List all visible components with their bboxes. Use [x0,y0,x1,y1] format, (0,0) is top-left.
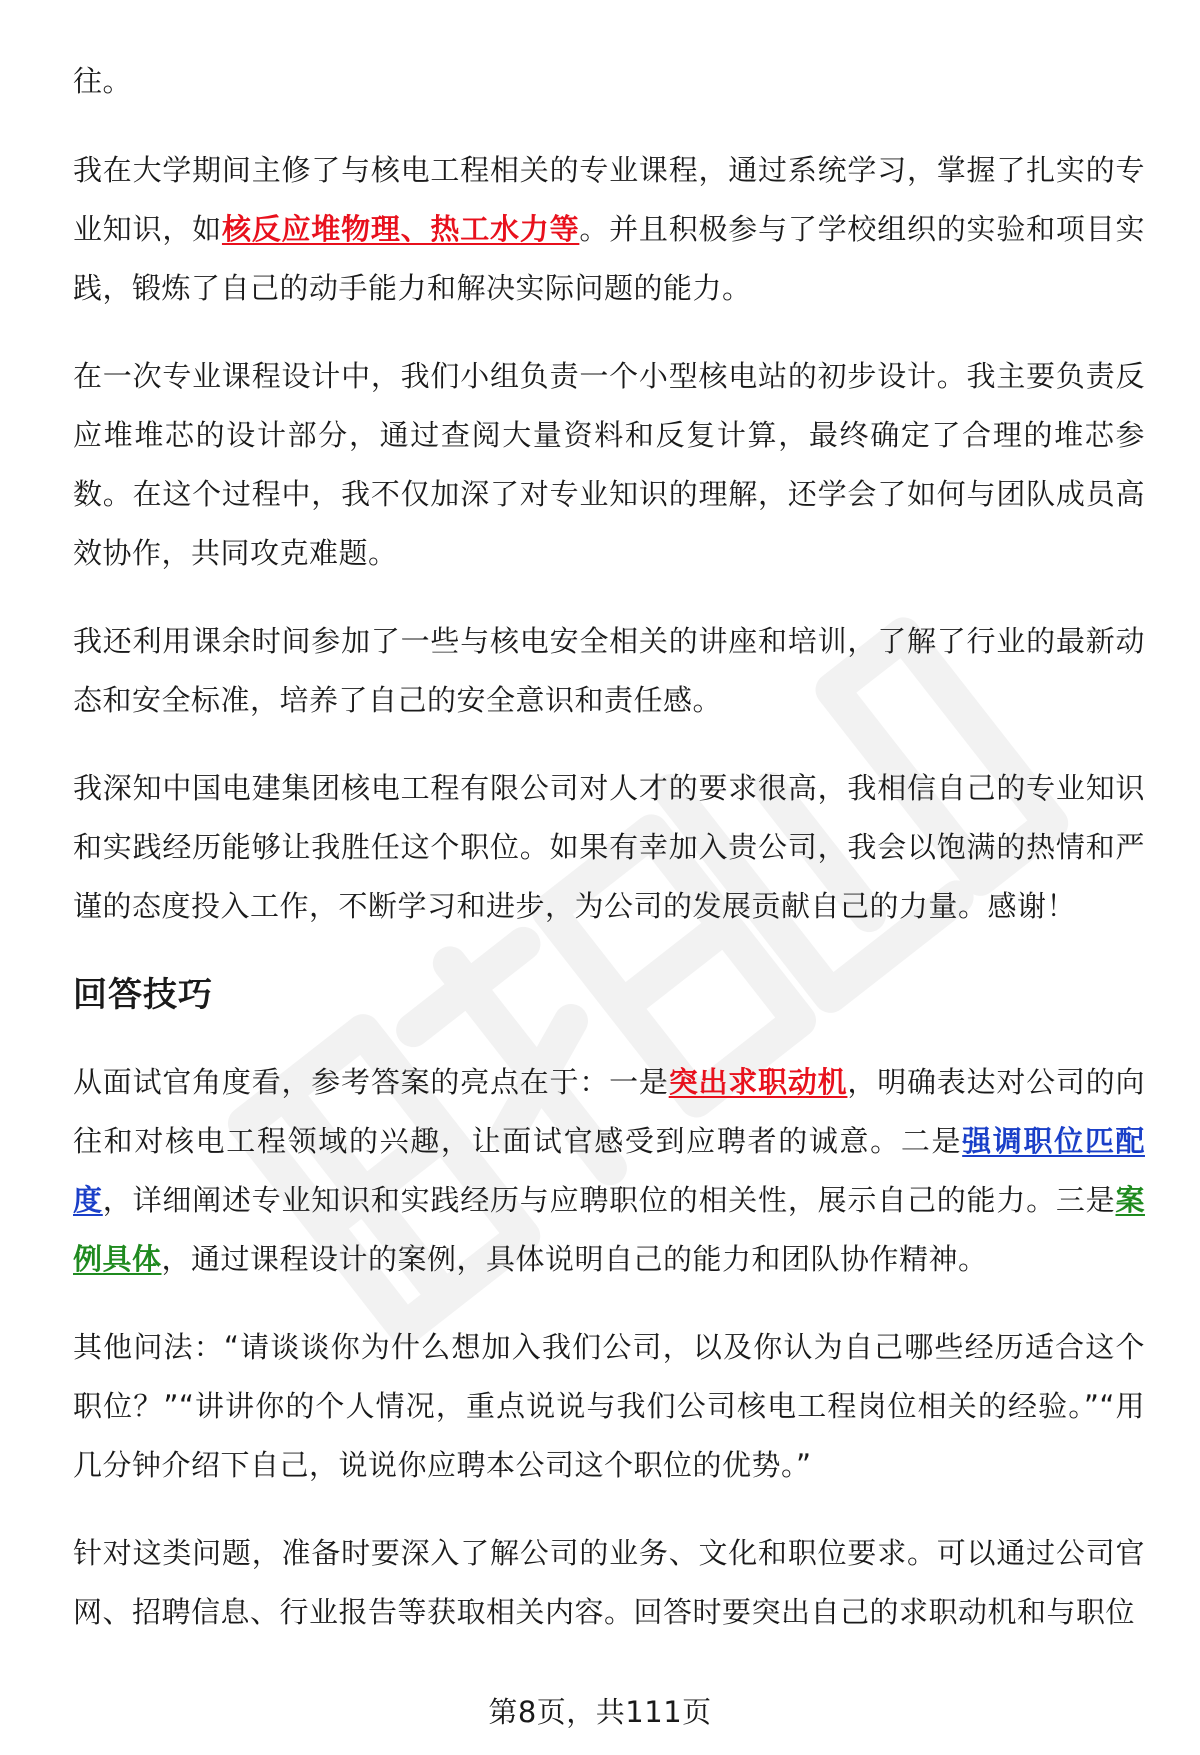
paragraph-education [73,141,1145,318]
paragraph-text: ，明确表达对公司的向往和对核电工程领域的兴趣，让面试官感受到应聘者的诚意。二是 [73,1065,1145,1158]
highlight-job-fit: 强调职位匹配度 [73,1124,1145,1217]
paragraph-text: ，详细阐述专业知识和实践经历与应聘职位的相关性，展示自己的能力。三是 [102,1183,1116,1217]
paragraph-text: ，通过课程设计的案例，具体说明自己的能力和团队协作精神。 [161,1242,988,1276]
paragraph-training [73,612,1145,730]
paragraph-text: 在一次专业课程设计中，我们小组负责一个小型核电站的初步设计。我主要负责反应堆堆芯的设计部分，通过查阅大量资料和反复计算，最终确定了合理的堆芯参数。在这个过程中，我不仅加深了对专业知识的理解，还学会了如何与团队成员高效协作，共同攻克难题。 [73,359,1145,570]
paragraph-tips-highlights [73,1053,1145,1289]
highlight-motivation: 突出求职动机 [668,1065,848,1099]
document-body [73,52,1145,1671]
paragraph-closing [73,759,1145,936]
paragraph-text: 。并且积极参与了学校组织的实验和项目实践，锻炼了自己的动手能力和解决实际问题的能力。 [73,212,1145,305]
paragraph-text: 往。 [73,64,133,98]
paragraph-intro-tail [73,52,1145,111]
paragraph-text: 我还利用课余时间参加了一些与核电安全相关的讲座和培训，了解了行业的最新动态和安全标准，培养了自己的安全意识和责任感。 [73,624,1145,717]
paragraph-text: 从面试官角度看，参考答案的亮点在于：一是 [73,1065,669,1099]
paragraph-project [73,347,1145,583]
paragraph-alternative-questions [73,1318,1145,1495]
paragraph-text: 我深知中国电建集团核电工程有限公司对人才的要求很高，我相信自己的专业知识和实践经历能够让我胜任这个职位。如果有幸加入贵公司，我会以饱满的热情和严谨的态度投入工作，不断学习和进步，为公司的发展贡献自己的力量。感谢！ [73,771,1145,923]
paragraph-text: 我在大学期间主修了与核电工程相关的专业课程，通过系统学习，掌握了扎实的专业知识，如 [73,153,1145,246]
section-heading: 回答技巧 [73,975,213,1015]
highlight-courses: 核反应堆物理、热工水力等 [221,212,580,246]
page-number: 第8页，共111页 [488,1695,712,1729]
paragraph-text: 针对这类问题，准备时要深入了解公司的业务、文化和职位要求。可以通过公司官网、招聘信息、行业报告等获取相关内容。回答时要突出自己的求职动机和与职位 [73,1536,1145,1629]
paragraph-preparation [73,1524,1145,1642]
paragraph-text: 其他问法：“请谈谈你为什么想加入我们公司，以及你认为自己哪些经历适合这个职位？”“讲讲你的个人情况，重点说说与我们公司核电工程岗位相关的经验。”“用几分钟介绍下自己，说说你应聘本公司这个职位的优势。” [73,1330,1145,1482]
highlight-specific-case: 案例具体 [73,1183,1145,1276]
